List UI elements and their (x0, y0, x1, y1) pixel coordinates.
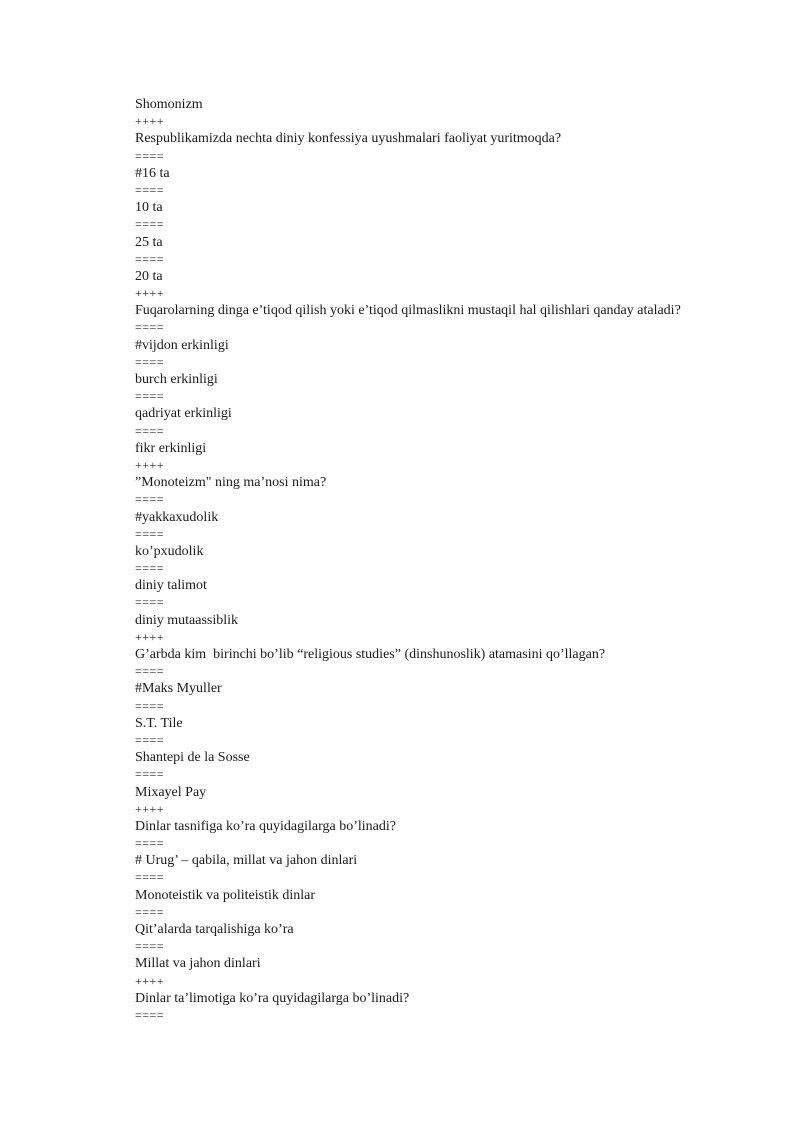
separator-line: ==== (135, 1007, 165, 1022)
correct-answer: #vijdon erkinligi (135, 337, 229, 353)
separator-line: ==== (135, 217, 165, 232)
separator-line: ++++ (135, 286, 165, 301)
correct-answer: #16 ta (135, 165, 170, 181)
separator-line: ==== (135, 904, 165, 919)
correct-answer: #Maks Myuller (135, 681, 222, 697)
answer-option: diniy talimot (135, 578, 207, 594)
answer-option: Mixayel Pay (135, 784, 207, 800)
question-text: G’arbda kim birinchi bo’lib “religious studies” (dinshunoslik) atamasini qo’llagan? (135, 647, 606, 662)
separator-line: ==== (135, 939, 165, 954)
answer-option: 20 ta (135, 268, 163, 284)
separator-line: ==== (135, 423, 165, 438)
separator-line: ==== (135, 492, 165, 507)
separator-line: ==== (135, 182, 165, 197)
separator-line: ==== (135, 526, 165, 541)
separator-line: ==== (135, 148, 165, 163)
answer-option: 25 ta (135, 234, 163, 250)
answer-option: Shantepi de la Sosse (135, 750, 250, 766)
separator-line: ++++ (135, 457, 165, 472)
separator-line: ++++ (135, 801, 165, 816)
answer-option: 10 ta (135, 200, 163, 216)
correct-answer: #yakkaxudolik (135, 509, 219, 525)
answer-option: fikr erkinligi (135, 440, 207, 456)
answer-option: Monoteistik va politeistik dinlar (135, 887, 316, 903)
separator-line: ++++ (135, 629, 165, 644)
separator-line: ==== (135, 389, 165, 404)
separator-line: ==== (135, 870, 165, 885)
question-text: Dinlar ta’limotiga ko’ra quyidagilarga bo’linadi? (135, 990, 410, 1006)
answer-option: S.T. Tile (135, 715, 183, 731)
separator-line: ==== (135, 251, 165, 266)
answer-option: Millat va jahon dinlari (135, 956, 261, 972)
separator-line: ==== (135, 767, 165, 782)
question-text: Dinlar tasnifiga ko’ra quyidagilarga bo’linadi? (135, 818, 396, 834)
separator-line: ==== (135, 698, 165, 713)
answer-option: diniy mutaassiblik (135, 612, 239, 628)
separator-line: ==== (135, 354, 165, 369)
correct-answer: # Urug’ – qabila, millat va jahon dinlari (135, 853, 358, 869)
document-text (135, 96, 775, 1024)
separator-line: ++++ (135, 114, 165, 129)
separator-line: ==== (135, 732, 165, 747)
separator-line: ==== (135, 836, 165, 851)
answer-option: Qit’alarda tarqalishiga ko’ra (135, 922, 294, 937)
separator-line: ==== (135, 561, 165, 576)
question-text: Fuqarolarning dinga e’tiqod qilish yoki e’tiqod qilmaslikni mustaqil hal qilishlari qanday ataladi? (135, 303, 681, 319)
text-line: Shomonizm (135, 97, 203, 112)
answer-option: burch erkinligi (135, 372, 218, 387)
question-text: Respublikamizda nechta diniy konfessiya uyushmalari faoliyat yuritmoqda? (135, 131, 562, 147)
separator-line: ==== (135, 664, 165, 679)
separator-line: ++++ (135, 973, 165, 988)
separator-line: ==== (135, 595, 165, 610)
answer-option: qadriyat erkinligi (135, 406, 232, 422)
answer-option: ko’pxudolik (135, 543, 204, 559)
separator-line: ==== (135, 320, 165, 335)
question-text: ”Monoteizm" ning ma’nosi nima? (135, 475, 327, 491)
